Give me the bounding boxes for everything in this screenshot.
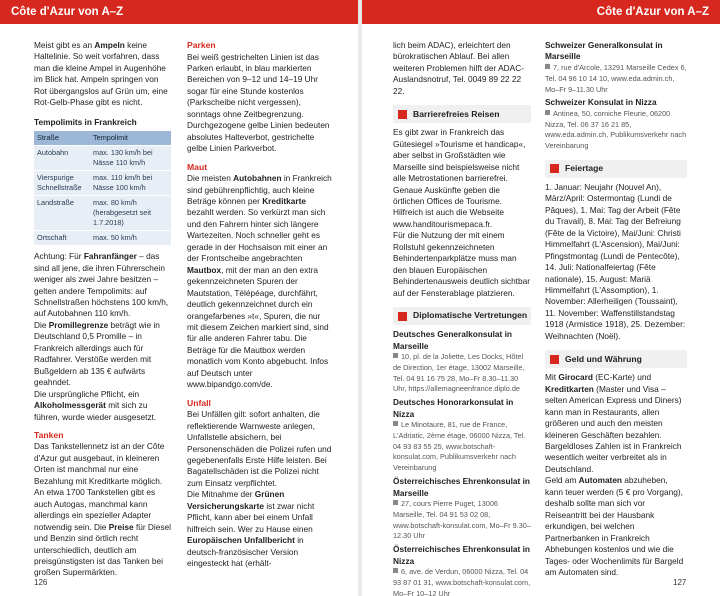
entry-name: Schweizer Generalkonsulat in Marseille (545, 40, 663, 62)
unfall-paragraph-2: Die Mitnahme der Grünen Versicherungskarte ist zwar nicht Pflicht, kann aber bei einem Unfall hilfreich sein. Wer zu Hause einen Europäischen Unfallbericht in deutsch-französischer Version eingesteckt hat (erhält- (187, 489, 315, 569)
tanken-heading: Tanken (34, 429, 64, 440)
fahranfaenger-paragraph: Achtung: Für Fahranfänger – das sind all jene, die ihren Führerschein weniger als zwei Jahre besitzen – gelten andere Tempolimits: auf Schnellstraßen höchstens 100 km/h, auf Autobahnen 110 km/h. (34, 251, 169, 319)
table-header-row: Straße Tempolimit (34, 131, 171, 146)
table-row: Autobahn max. 130 km/h bei Nässe 110 km/h (34, 146, 171, 171)
barrierefrei-paragraph-1: Es gibt zwar in Frankreich das Gütesiegel »Tourisme et handicap«, aber selbst in Großstädten wie Marseille sind beispielsweise nicht alle Metrostationen barrierefrei. Genaue Auskünfte geben die örtlichen Offices de Tourisme. Hilfreich ist auch die Webseite www.handitourismepaca.fr. (393, 127, 526, 229)
bullet-icon (545, 110, 550, 115)
entry-address: 7, rue d'Arcole, 13291 Marseille Cedex 6, Tel. 04 96 10 14 10, www.eda.admin.ch, Mo–Fr 9–11.30 Uhr (545, 62, 687, 94)
entry-address: 27, cours Pierre Puget, 13006 Marseille, Tel. 04 91 53 02 08, www.botschaft-konsulat.com, Mo–Fr 9.30–12.30 Uhr (393, 498, 531, 541)
alkohol-paragraph: Die ursprüngliche Pflicht, ein Alkoholmessgerät mit sich zu führen, wurde wieder ausgesetzt. (34, 388, 157, 422)
bullet-icon (393, 421, 398, 426)
feiertage-paragraph: 1. Januar: Neujahr (Nouvel An), März/April: Ostermontag (Lundi de Pâques), 1. Mai: Tag der Arbeit (Fête du Travail), 8. Mai: Tag der Befreiung (Fête de la Victoire), Mai/Juni: Christi Himmelfahrt (L'Ascension), Mai/Juni: Pfingstmontag (Lundi de Pentecôte), 14. Juli: Nationalfeiertag (Fête nationale), 15. August: Mariä Himmelfahrt (L'Assomption), 1. November: Allerheiligen (Toussaint), 11. November: Waffenstillstandstag 1918 (Armistice 1918), 25. Dezember: Weihnachten (Noël). (545, 181, 686, 341)
bullet-icon (393, 353, 398, 358)
entry-address: 10, pl. de la Joliette, Les Docks, Hôtel de Direction, 1er étage, 13002 Marseille, Tel. 04 91 16 75 28, Mo–Fr 8.30–11.30 Uhr, https://allemagneenfrance.diplo.de (393, 351, 525, 394)
geld-section-header: Geld und Währung (545, 350, 687, 368)
geld-paragraph-2: Geld am Automaten abzuheben, kann teuer werden (5 € pro Vorgang), deshalb sollte man sich vor Reiseantritt bei der Hausbank erkundigen, bei welchen Partnerbanken in Frankreich Abhebungen kostenlos und wie die Tages- oder Wochenlimits für Bargeld am Automaten sind. (545, 475, 684, 577)
unfall-paragraph-1: Bei Unfällen gilt: sofort anhalten, die reflektierende Warnweste anlegen, Unfallstelle absichern, bei Personenschäden die Polizei rufen und gegebenenfalls Erste Hilfe leisten. Bei Bagatellschäden ist die Polizei nicht zum Einsatz verpflichtet. (187, 409, 332, 488)
table-row: Landstraße max. 80 km/h (herabgesetzt seit 1.7.2018) (34, 196, 171, 231)
tempolimit-title: Tempolimits in Frankreich (34, 116, 137, 127)
section-marker-icon (398, 312, 407, 321)
entry-name: Schweizer Konsulat in Nizza (545, 97, 657, 108)
entry-address: 6, ave. de Verdun, 06000 Nizza, Tel. 04 93 87 01 31, www.botschaft-konsulat.com, Mo–Fr 10–12 Uhr (393, 567, 531, 596)
maut-heading: Maut (187, 161, 208, 172)
barrierefrei-section-header: Barrierefreies Reisen (393, 105, 531, 123)
entry-name: Deutsches Honorarkonsulat in Nizza (393, 397, 514, 419)
page-number-left: 126 (34, 578, 48, 587)
tanken-paragraph: Das Tankstellennetz ist an der Côte d'Azur gut ausgebaut, in kleineren Orten ist manchmal nur eine Bezahlung mit Kreditkarte möglich. An etwa 1700 Tankstellen gibt es auch Autogas, manchmal kann allerdings ein spezieller Adapter notwendig sein. Die Preise für Diesel und Benzin sind örtlich recht unterschiedlich, deutlich am preisgünstigsten ist das Tanken bei großen Supermärkten. (34, 441, 171, 578)
section-marker-icon (398, 110, 407, 119)
column-1 (34, 40, 171, 579)
speed-limit-table (34, 131, 171, 245)
page-gutter (358, 0, 362, 596)
bullet-icon (393, 500, 398, 505)
parken-paragraph: Bei weiß gestrichelten Linien ist das Parken erlaubt, in blau markierten Bereichen von 9–12 und 14–19 Uhr sogar für eine Stunde kostenlos (Parkscheibe nicht vergessen), sonntags ohne Zeitbegrenzung. Durchgezogene gelbe Linien bedeuten absolutes Halteverbot, gestrichelte gelbe Linien Parkverbot. (187, 51, 330, 154)
adac-paragraph: lich beim ADAC), erleichtert den bürokratischen Ablauf. Bei allen weiteren Problemen hilft der ADAC-Auslandsnotruf, Tel. 0049 89 22 22 22. (393, 40, 524, 96)
ampeln-paragraph: Meist gibt es an Ampeln keine Haltelinie. So weit vorfahren, dass man die kleine Ampel in Augenhöhe im Blick hat. Ampeln springen von Rot übergangslos auf Grün um, eine Rot-Gelb-Phase gibt es nicht. (34, 40, 168, 108)
column-3 (393, 40, 531, 596)
barrierefrei-paragraph-2: Für die Nutzung der mit einem Rollstuhl gekennzeichneten Behindertenparkplätze muss man den blauen Europäischen Behindertenausweis deutlich sichtbar auf der Fensterablage platzieren. (393, 230, 530, 298)
table-row: Vierspurige Schnellstraße max. 110 km/h bei Nässe 100 km/h (34, 171, 171, 196)
unfall-heading: Unfall (187, 397, 211, 408)
left-running-header: Côte d'Azur von A–Z (0, 0, 358, 24)
column-4 (545, 40, 687, 578)
entry-name: Österreichisches Ehrenkonsulat in Marseille (393, 476, 530, 498)
entry-address: Antinea, 50, corniche Fleurie, 06200 Nizza, Tel. 06 37 16 21 85, www.eda.admin.ch, Publikumsverkehr nach Vereinbarung (545, 108, 687, 151)
section-marker-icon (550, 355, 559, 364)
promille-paragraph: Die Promillegrenze beträgt wie in Deutschland 0,5 Promille – in Frankreich allerdings auch für Radfahrer. Verstöße werden mit Bußgeldern ab 135 € aufwärts geahndet. (34, 319, 160, 388)
bullet-icon (545, 64, 550, 69)
feiertage-section-header: Feiertage (545, 160, 687, 178)
geld-paragraph-1: Mit Girocard (EC-Karte) und Kreditkarten (Master und Visa – selten American Express und Diners) kann man in Restaurants, allen größeren und auch den meisten kleineren Geschäften bezahlen. Bargeldloses Zahlen ist in Frankreich wesentlich weiter verbreitet als in Deutschland. (545, 372, 682, 474)
right-running-header: Côte d'Azur von A–Z (362, 0, 720, 24)
maut-paragraph: Die meisten Autobahnen in Frankreich sind gebührenpflichtig, auch kleine Beträge können per Kreditkarte bezahlt werden. So verkürzt man sich und den Fahrern hinter sich längere Wartezeiten. Noch schneller geht es gerade in der Hochsaison mit einer an der Frontscheibe angebrachten Mautbox, mit der man an den extra gekennzeichneten Spuren der Mautstation, Télépéage, durchfährt, deutlich gekennzeichnet durch ein orangefarbenes »t«, Spuren, die nur mit diesem Zeichen markiert sind, sind für alle anderen Fahrer tabu. Die Beträge für die Mautbox werden monatlich vom Konto abgebucht. Infos auf Deutsch unter www.bipandgo.com/de. (187, 173, 332, 390)
page-number-right: 127 (673, 578, 687, 587)
entry-address: Le Minotaure, 81, rue de France, L'Adriatic, 2ème étage, 06000 Nizza, Tel. 04 93 83 55 25, www.botschaft-konsulat.com, Publikumsverkehr nach Vereinbarung (393, 420, 526, 473)
diplomatische-section-header: Diplomatische Vertretungen (393, 307, 531, 325)
bullet-icon (393, 568, 398, 573)
parken-heading: Parken (187, 40, 216, 50)
entry-name: Österreichisches Ehrenkonsulat in Nizza (393, 544, 530, 566)
entry-name: Deutsches Generalkonsulat in Marseille (393, 329, 512, 351)
table-row: Ortschaft max. 50 km/h (34, 231, 171, 246)
section-marker-icon (550, 164, 559, 173)
column-2 (187, 40, 333, 570)
